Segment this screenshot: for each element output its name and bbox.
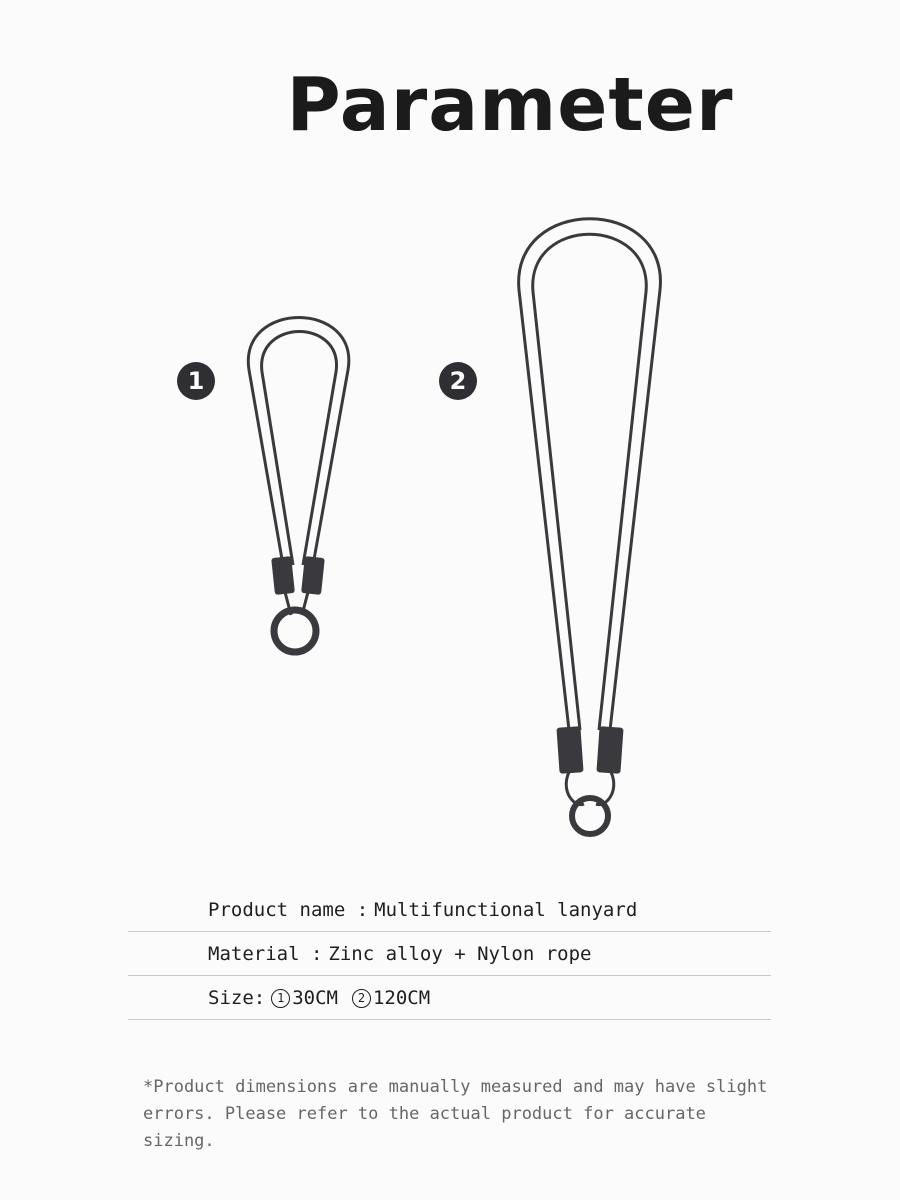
material-label: Material : (208, 942, 323, 965)
size-1-value: 30CM (292, 986, 338, 1009)
long-lanyard (519, 219, 661, 730)
short-lanyard (248, 318, 349, 566)
short-lanyard-caps (271, 556, 325, 595)
measurement-note: *Product dimensions are manually measured and may have slight errors. Please refer to the actual product for accurate sizing. (143, 1077, 768, 1151)
size-1-index: 1 (271, 989, 290, 1008)
material-value: Zinc alloy + Nylon rope (328, 942, 592, 965)
spec-row-material (128, 932, 771, 976)
spec-row-size (128, 976, 771, 1020)
long-lanyard-caps (556, 726, 623, 774)
size-2-index: 2 (352, 989, 371, 1008)
size-label: Size: (208, 986, 266, 1009)
badge-size-2: 2 (439, 362, 477, 400)
size-option-1 (271, 987, 338, 1009)
badge-size-1: 1 (177, 362, 215, 400)
short-lanyard-ring (274, 592, 316, 652)
page-title: Parameter (286, 62, 734, 148)
spec-table (128, 888, 771, 1020)
size-2-value: 120CM (372, 986, 431, 1009)
product-name-label: Product name : (208, 898, 369, 921)
product-name-value: Multifunctional lanyard (374, 898, 638, 921)
long-lanyard-ring (566, 772, 614, 834)
spec-row-product-name (128, 888, 771, 932)
size-option-2 (352, 987, 430, 1009)
